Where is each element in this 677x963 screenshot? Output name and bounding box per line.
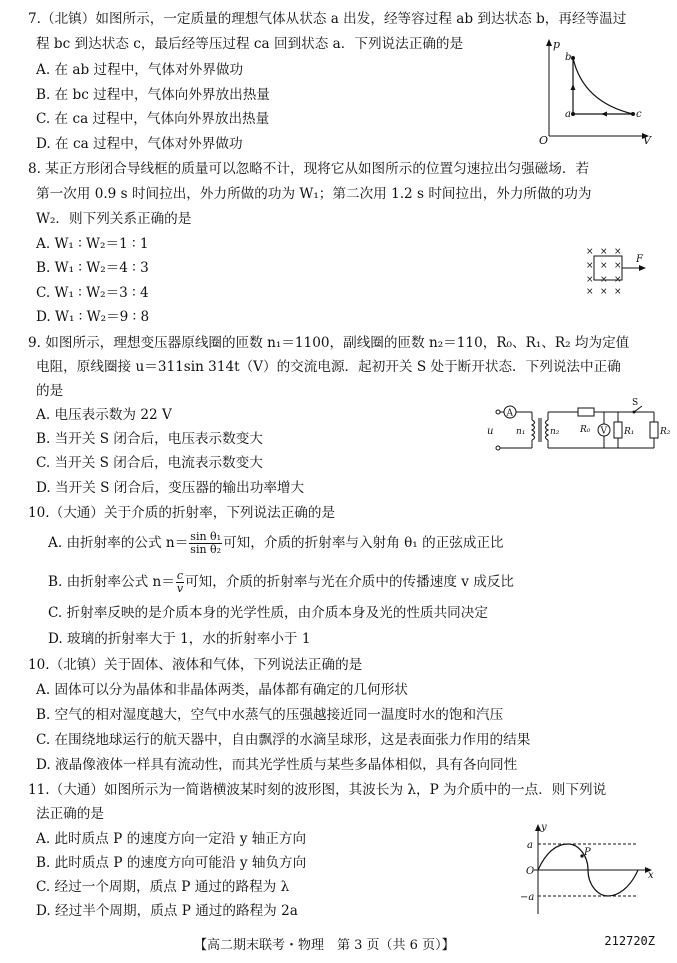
q8-stem-line1: 8. 某正方形闭合导线框的质量可以忽略不计，现将它从如图所示的位置匀速拉出匀强磁场．若: [28, 161, 590, 177]
q8-stem-line3: W₂．则下列关系正确的是: [36, 211, 192, 227]
q10b-stem: 10.（北镇）关于固体、液体和气体，下列说法正确的是: [28, 657, 363, 673]
q9-fig-r1-label: R₁: [624, 427, 635, 437]
field-cross-mark: ×: [600, 261, 608, 271]
q10a-option-a: [48, 528, 504, 558]
q11-fig-y-label: y: [541, 822, 547, 833]
page-footer: 【高二期末联考・物理 第 3 页（共 6 页）】: [194, 938, 455, 953]
q8-option-a: A. W₁ ∶ W₂＝1 ∶ 1: [36, 236, 149, 252]
field-cross-mark: ×: [614, 261, 622, 271]
q9-fig-r2-label: R₂: [660, 427, 671, 437]
q9-option-d: D. 当开关 S 闭合后，变压器的输出功率增大: [36, 480, 305, 496]
fraction-denominator: v: [176, 582, 184, 595]
q10a-option-a-prefix: A. 由折射率的公式 n＝: [48, 535, 189, 551]
q11-wave-diagram: [520, 820, 660, 920]
q10a-option-b-suffix: 可知，介质的折射率与光在介质中的传播速度 v 成反比: [185, 574, 515, 590]
q11-stem-line2: 法正确的是: [36, 806, 104, 822]
q10a-fraction-cv: [176, 570, 184, 595]
q8-option-c: C. W₁ ∶ W₂＝3 ∶ 4: [36, 285, 149, 301]
field-cross-mark: ×: [586, 261, 594, 271]
q7-option-b: B. 在 bc 过程中，气体向外界放出热量: [36, 87, 270, 103]
q9-fig-r0-label: R₀: [580, 425, 591, 435]
q7-stem-line1: 7.（北镇）如图所示，一定质量的理想气体从状态 a 出发，经等容过程 ab 到达状态 b，再经等温过: [28, 11, 627, 27]
q7-fig-origin-label: O: [539, 134, 549, 147]
q11-fig-a-label: a: [527, 840, 533, 851]
q7-fig-b-label: b: [565, 52, 572, 63]
q9-stem-line1: 9. 如图所示，理想变压器原线圈的匝数 n₁＝1100，副线圈的匝数 n₂＝110，R₀、R₁、R₂ 均为定值: [28, 335, 630, 351]
q9-option-b: B. 当开关 S 闭合后，电压表示数变大: [36, 431, 263, 447]
q7-fig-v-label: V: [643, 134, 651, 147]
q9-option-a: A. 电压表示数为 22 V: [36, 407, 172, 423]
q9-fig-switch-label: S: [632, 398, 639, 408]
q7-option-d: D. 在 ca 过程中，气体对外界做功: [36, 136, 243, 152]
q10b-option-d: D. 液晶像液体一样具有流动性，而其光学性质与某些多晶体相似，具有各向同性: [36, 757, 518, 773]
exam-code: 212720Z: [604, 934, 655, 948]
field-cross-mark: ×: [586, 247, 594, 257]
field-cross-mark: ×: [600, 275, 608, 285]
q10a-option-a-suffix: 可知，介质的折射率与入射角 θ₁ 的正弦成正比: [223, 535, 504, 551]
q9-fig-voltmeter-label: V: [600, 426, 607, 437]
q11-fig-x-label: x: [648, 870, 654, 881]
q9-fig-n2-label: n₂: [550, 427, 560, 437]
q10a-option-d: D. 玻璃的折射率大于 1，水的折射率小于 1: [48, 631, 311, 647]
q8-option-d: D. W₁ ∶ W₂＝9 ∶ 8: [36, 309, 150, 325]
q8-stem-line2: 第一次用 0.9 s 时间拉出，外力所做的功为 W₁；第二次用 1.2 s 时间拉出，外力所做的功为: [36, 186, 592, 202]
q8-fig-force-label: F: [636, 254, 643, 265]
q9-stem-line2: 电阻，原线圈接 u＝311sin 314t（V）的交流电源．起初开关 S 处于断开状态．下列说法中正确: [36, 359, 621, 375]
q11-fig-origin-label: O: [526, 866, 535, 877]
q10a-option-b: [48, 567, 514, 597]
q7-option-c: C. 在 ca 过程中，气体向外界放出热量: [36, 111, 270, 127]
field-cross-mark: ×: [614, 247, 622, 257]
q7-fig-a-label: a: [565, 109, 571, 120]
q11-fig-p-label: P: [584, 847, 591, 858]
q11-option-c: C. 经过一个周期，质点 P 通过的路程为 λ: [36, 879, 290, 895]
field-cross-mark: ×: [600, 247, 608, 257]
q10a-option-b-prefix: B. 由折射率公式 n＝: [48, 574, 175, 590]
field-cross-mark: ×: [614, 275, 622, 285]
q9-option-c: C. 当开关 S 闭合后，电流表示数变大: [36, 455, 263, 471]
q10b-option-b: B. 空气的相对湿度越大，空气中水蒸气的压强越接近同一温度时水的饱和汽压: [36, 707, 504, 723]
q9-stem-line3: 的是: [36, 383, 64, 399]
q7-pv-diagram: [535, 36, 655, 146]
fraction-denominator: sin θ₂: [190, 543, 222, 556]
fraction-numerator: sin θ₁: [190, 530, 222, 543]
field-cross-mark: ×: [600, 287, 608, 297]
q10a-fraction-sin: [189, 531, 222, 556]
q9-fig-u-label: u: [487, 426, 494, 437]
q8-magnetic-field-diagram: [584, 246, 654, 296]
q10a-stem: 10.（大通）关于介质的折射率，下列说法正确的是: [28, 505, 336, 521]
q10b-option-c: C. 在围绕地球运行的航天器中，自由飘浮的水滴呈球形，这是表面张力作用的结果: [36, 732, 531, 748]
fraction-numerator: c: [176, 569, 184, 582]
q7-fig-p-label: p: [553, 38, 561, 51]
q11-option-d: D. 经过半个周期，质点 P 通过的路程为 2a: [36, 903, 298, 919]
field-cross-mark: ×: [614, 287, 622, 297]
q11-option-b: B. 此时质点 P 的速度方向可能沿 y 轴负方向: [36, 855, 307, 871]
q11-stem-line1: 11.（大通）如图所示为一简谐横波某时刻的波形图，其波长为 λ，P 为介质中的一点．则下列说: [28, 782, 607, 798]
q9-transformer-circuit: [486, 398, 671, 456]
q7-option-a: A. 在 ab 过程中，气体对外界做功: [36, 62, 244, 78]
field-cross-mark: ×: [586, 275, 594, 285]
q11-fig-neg-a-label: −a: [520, 892, 535, 903]
q7-stem-line2: 程 bc 到达状态 c，最后经等压过程 ca 回到状态 a．下列说法正确的是: [36, 36, 464, 52]
q11-option-a: A. 此时质点 P 的速度方向一定沿 y 轴正方向: [36, 831, 307, 847]
q10a-option-c: C. 折射率反映的是介质本身的光学性质，由介质本身及光的性质共同决定: [48, 605, 488, 621]
field-cross-mark: ×: [586, 287, 594, 297]
q9-fig-ammeter-label: A: [506, 408, 513, 419]
q8-option-b: B. W₁ ∶ W₂＝4 ∶ 3: [36, 260, 149, 276]
q9-fig-n1-label: n₁: [516, 427, 526, 437]
q7-fig-c-label: c: [636, 109, 642, 120]
q10b-option-a: A. 固体可以分为晶体和非晶体两类，晶体都有确定的几何形状: [36, 682, 408, 698]
